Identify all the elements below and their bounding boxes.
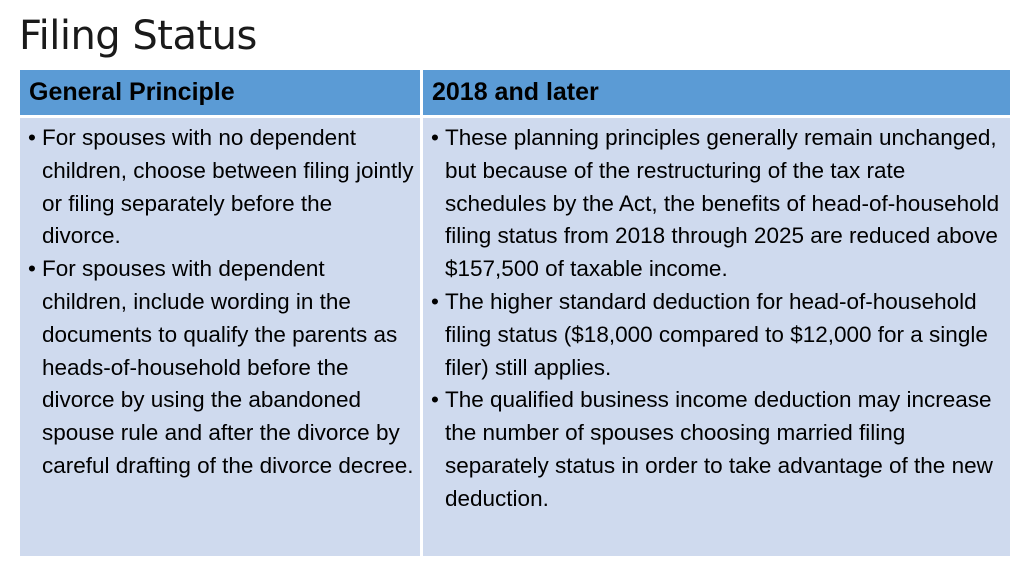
bullet-dot: • bbox=[431, 288, 439, 314]
bullet-item bbox=[431, 286, 1004, 384]
bullet-dot: • bbox=[431, 125, 439, 150]
column-header-general-principle: General Principle bbox=[20, 70, 420, 115]
bullet-text: The qualified business income deduction may increase the number of spouses choosing married filing separately status in order to take advantage of the new deduction. bbox=[445, 387, 993, 511]
bullet-item bbox=[431, 122, 1004, 286]
general-principle-bullets bbox=[28, 122, 414, 483]
2018-and-later-bullets bbox=[431, 122, 1004, 516]
bullet-text: For spouses with no dependent children, choose between filing jointly or filing separately before the divorce. bbox=[42, 125, 414, 249]
bullet-dot: • bbox=[431, 387, 439, 413]
bullet-item bbox=[431, 384, 1004, 515]
slide-title: Filing Status bbox=[19, 13, 257, 59]
filing-status-table bbox=[20, 70, 1010, 556]
bullet-item bbox=[28, 253, 414, 483]
bullet-text: The higher standard deduction for head-of-household filing status ($18,000 compared to $12,000 for a single filer) still applies. bbox=[445, 288, 988, 380]
bullet-text: These planning principles generally remain unchanged, but because of the restructuring of the tax rate schedules by the Act, the benefits of head-of-household filing status from 2018 through 2025 are reduced above $157,500 of taxable income. bbox=[445, 125, 1000, 282]
general-principle-cell bbox=[20, 115, 420, 556]
bullet-text: For spouses with dependent children, include wording in the documents to qualify the parents as heads-of-household before the divorce by using the abandoned spouse rule and after the divorce by careful drafting of the divorce decree. bbox=[42, 256, 414, 478]
bullet-item bbox=[28, 122, 414, 253]
bullet-dot: • bbox=[28, 256, 36, 282]
column-header-2018-and-later: 2018 and later bbox=[420, 70, 1010, 115]
bullet-dot: • bbox=[28, 125, 36, 150]
2018-and-later-cell bbox=[420, 115, 1010, 556]
